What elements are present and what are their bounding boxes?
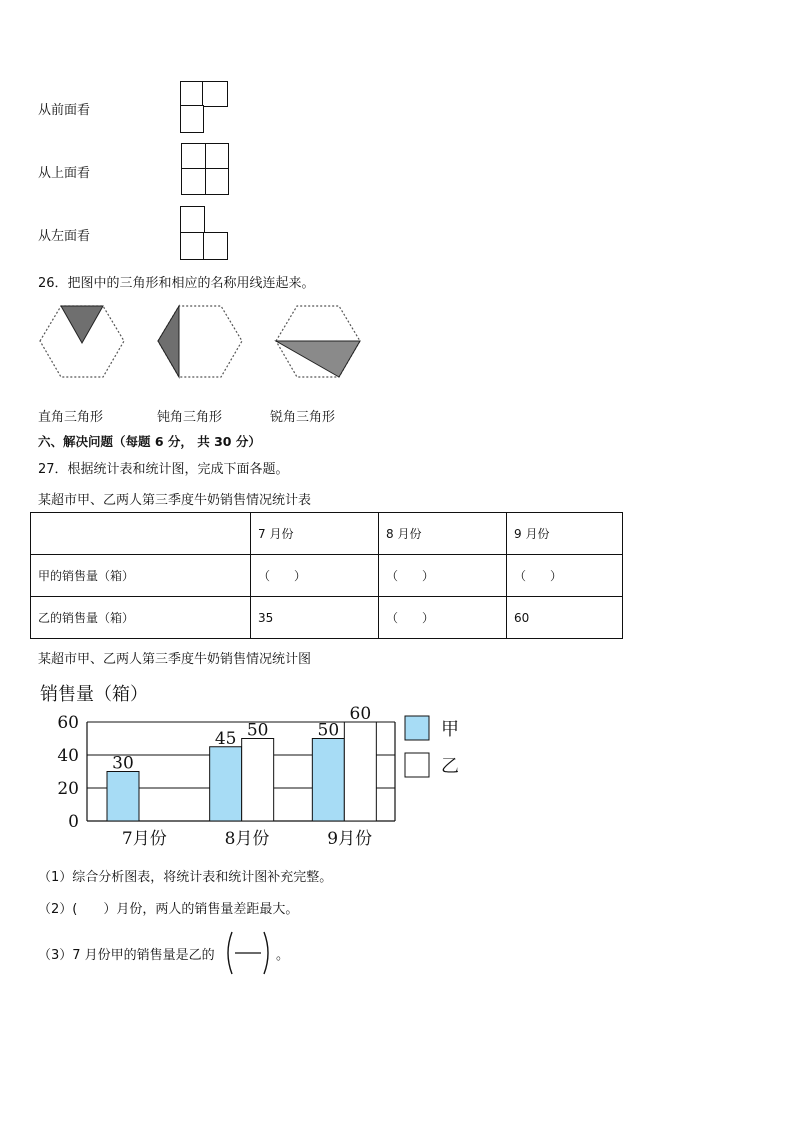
table-header-cell: 8 月份 xyxy=(379,513,507,555)
front-view-label: 从前面看 xyxy=(38,103,91,118)
legend-label: 乙 xyxy=(441,756,459,777)
table-cell: 甲的销售量（箱） xyxy=(31,555,251,597)
section-heading: 六、解决问题（每题 6 分， 共 30 分） xyxy=(38,434,261,449)
sub-question-3-suffix: 。 xyxy=(276,948,290,963)
table-cell: （ ） xyxy=(379,555,507,597)
legend-swatch xyxy=(405,716,429,740)
table-cell: 35 xyxy=(251,597,379,639)
left-view-label: 从左面看 xyxy=(38,229,91,244)
data-label: 45 xyxy=(214,728,237,749)
x-tick-label: 9月份 xyxy=(327,829,373,849)
table-header-cell: 9 月份 xyxy=(507,513,623,555)
chart-title: 某超市甲、乙两人第三季度牛奶销售情况统计图 xyxy=(38,652,312,667)
table-header-row xyxy=(31,513,623,555)
name-obtuse-triangle: 钝角三角形 xyxy=(157,410,223,425)
sub-question-3-prefix: （3）7 月份甲的销售量是乙的 xyxy=(38,948,215,963)
table-header-cell xyxy=(31,513,251,555)
hexagon-acute-triangle xyxy=(276,306,360,377)
y-tick-label: 20 xyxy=(57,779,79,799)
table-header-cell: 7 月份 xyxy=(251,513,379,555)
top-view-label: 从上面看 xyxy=(38,166,91,181)
table-title: 某超市甲、乙两人第三季度牛奶销售情况统计表 xyxy=(38,493,312,508)
table-cell: 60 xyxy=(507,597,623,639)
y-tick-label: 0 xyxy=(68,812,79,832)
data-label: 50 xyxy=(317,720,340,741)
legend-swatch xyxy=(405,753,429,777)
sub-question-3 xyxy=(38,944,215,963)
top-view-figure xyxy=(181,143,229,195)
left-view-figure xyxy=(180,206,228,260)
x-tick-label: 8月份 xyxy=(224,829,270,849)
y-tick-label: 40 xyxy=(57,746,79,766)
bar-yi xyxy=(344,722,376,821)
fraction-blank xyxy=(222,930,274,976)
data-label: 30 xyxy=(112,753,134,774)
statistics-table xyxy=(30,512,623,639)
hexagon-obtuse-triangle xyxy=(158,306,242,377)
y-axis-label: 销售量（箱） xyxy=(40,684,148,705)
name-acute-triangle: 锐角三角形 xyxy=(270,410,336,425)
hexagon-figures xyxy=(30,298,370,384)
data-label: 50 xyxy=(246,720,269,741)
question-26: 26．把图中的三角形和相应的名称用线连起来。 xyxy=(38,276,315,291)
sub-question-2: （2）( ）月份，两人的销售量差距最大。 xyxy=(38,902,299,917)
bar-jia xyxy=(312,739,344,822)
bar-chart xyxy=(30,678,470,853)
table-cell: 乙的销售量（箱） xyxy=(31,597,251,639)
legend-label: 甲 xyxy=(441,719,459,740)
name-right-triangle: 直角三角形 xyxy=(38,410,104,425)
bar-jia xyxy=(107,772,139,822)
table-cell: （ ） xyxy=(251,555,379,597)
table-cell: （ ） xyxy=(379,597,507,639)
front-view-figure xyxy=(180,81,228,133)
hexagon-right-triangle xyxy=(40,306,124,377)
table-row xyxy=(31,555,623,597)
sub-question-1: （1）综合分析图表，将统计表和统计图补充完整。 xyxy=(38,870,333,885)
y-tick-label: 60 xyxy=(57,713,79,733)
table-row xyxy=(31,597,623,639)
x-tick-label: 7月份 xyxy=(121,829,167,849)
bar-yi xyxy=(242,739,274,822)
table-cell: （ ） xyxy=(507,555,623,597)
question-27: 27．根据统计表和统计图，完成下面各题。 xyxy=(38,462,289,477)
bar-jia xyxy=(210,747,242,821)
data-label: 60 xyxy=(349,704,372,724)
